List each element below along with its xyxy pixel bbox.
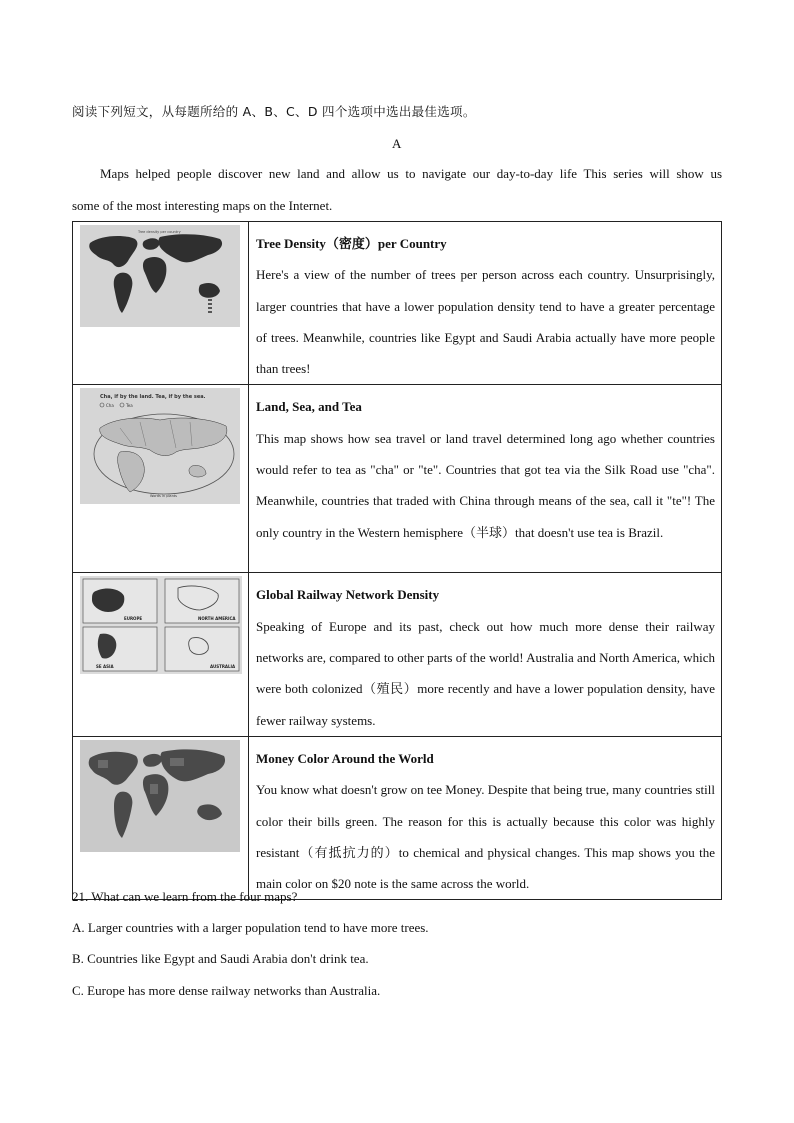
legend-tea: Tea	[126, 403, 133, 409]
map-description-cell	[249, 736, 722, 899]
map-description: Here's a view of the number of trees per person across each country. Unsurprisingly, larger countries that have a lower population density tend to have a greater percentage of trees. Meanwhile, countries like Egypt and Saudi Arabia actually have more people than trees!	[256, 267, 715, 377]
panel-label-north-america: NORTH AMERICA	[198, 616, 236, 622]
tree-density-map-image	[80, 225, 240, 327]
money-color-map-image	[80, 740, 240, 852]
intro-paragraph-line1: Maps helped people discover new land and allow us to navigate our day-to-day life This series will show us	[100, 166, 722, 181]
map-description: You know what doesn't grow on tee Money. Despite that being true, many countries still color their bills green. The reason for this is actually because this color was highly resistant（有抵抗力的）to chemical and physical changes. This map shows you the main color on $20 note is the same across the world.	[256, 782, 715, 892]
option-c: C. Europe has more dense railway networks than Australia.	[72, 983, 381, 998]
map-row-land-sea-tea	[73, 385, 722, 573]
intro-paragraph-line2: some of the most interesting maps on the Internet.	[72, 198, 333, 213]
svg-text:Tree density per country: Tree density per country	[138, 230, 181, 234]
map-image-cell	[73, 222, 249, 385]
tea-trade-map-image	[80, 388, 240, 504]
map-image-cell	[73, 385, 249, 573]
map-row-railway-density	[73, 573, 722, 736]
map-title: Tree Density（密度）per Country	[256, 236, 447, 251]
question-stem: 21. What can we learn from the four maps?	[72, 889, 298, 904]
tea-map-caption: Cha, if by the land. Tea, if by the sea.	[100, 394, 206, 401]
section-label: A	[392, 136, 402, 151]
railway-map-image	[80, 576, 242, 674]
map-title: Land, Sea, and Tea	[256, 399, 362, 415]
tea-map-footnote: Words in plants	[150, 494, 177, 499]
map-description-cell	[249, 573, 722, 736]
map-row-tree-density	[73, 222, 722, 385]
map-description-cell	[249, 222, 722, 385]
panel-label-se-asia: SE ASIA	[96, 664, 114, 670]
map-description: Speaking of Europe and its past, check out how much more dense their railway networks are, compared to other parts of the world! Australia and North America, which were both colonized（殖民）more recently and have a lower population density, have fewer railway systems.	[256, 618, 715, 728]
option-a: A. Larger countries with a larger population tend to have more trees.	[72, 920, 429, 935]
map-description: This map shows how sea travel or land travel determined long ago whether countries would refer to tea as "cha" or "te". Countries that got tea via the Silk Road use "cha". Meanwhile, countries that traded with China through means of the sea, call it "te"! The only country in the Western hemisphere（半球）that doesn't use tea is Brazil.	[256, 430, 715, 540]
map-image-cell	[73, 736, 249, 899]
panel-label-australia: AUSTRALIA	[210, 664, 236, 670]
map-title: Global Railway Network Density	[256, 587, 440, 603]
option-b: B. Countries like Egypt and Saudi Arabia don't drink tea.	[72, 951, 369, 966]
instruction-text: 阅读下列短文，从每题所给的 A、B、C、D 四个选项中选出最佳选项。	[72, 104, 476, 119]
map-image-cell	[73, 573, 249, 736]
map-title: Money Color Around the World	[256, 750, 434, 766]
legend-cha: Cha	[106, 403, 114, 409]
map-row-money-color	[73, 736, 722, 899]
maps-table	[72, 221, 722, 900]
panel-label-europe: EUROPE	[124, 616, 143, 622]
map-description-cell	[249, 385, 722, 573]
